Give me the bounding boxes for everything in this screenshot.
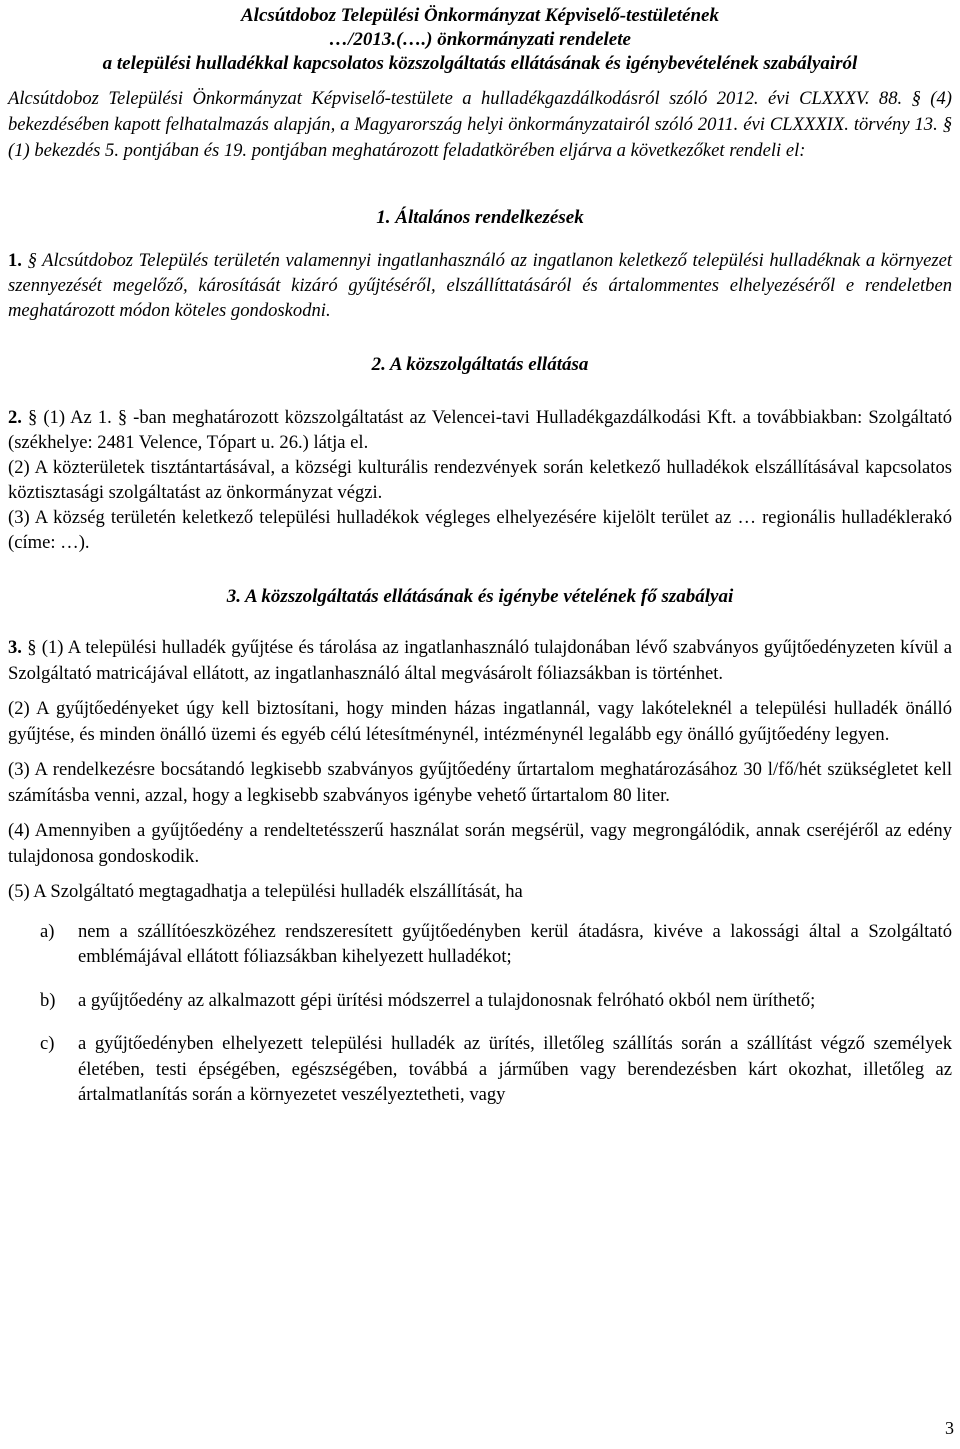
list-item <box>8 1031 952 1108</box>
list-item-text: a gyűjtőedény az alkalmazott gépi ürítési módszerrel a tulajdonosnak felróható okból nem üríthető; <box>78 989 816 1011</box>
section-2-text: § (1) Az 1. § -ban meghatározott közszolgáltatást az Velencei-tavi Hulladékgazdálkodási Kft. a továbbiakban: Szolgáltató (székhelye: 2481 Velence, Tópart u. 26.) látja el. <box>8 407 952 453</box>
section-1-text: § Alcsútdoboz Település területén valamennyi ingatlanhasználó az ingatlanon keletkező települési hulladéknak a környezet szennyezését megelőző, károsítását kizáró gyűjtéséről, elszállíttatásáról és ártalommentes elhelyezéséről e rendeletben meghatározott módon köteles gondoskodni. <box>8 250 952 321</box>
document-page <box>8 4 952 1126</box>
title-line-3: a települési hulladékkal kapcsolatos közszolgáltatás ellátásának és igénybevételének szabályairól <box>102 53 858 74</box>
section-3-heading: 3. A közszolgáltatás ellátásának és igénybe vételének fő szabályai <box>226 586 734 607</box>
section-3-paragraph-4: (4) Amennyiben a gyűjtőedény a rendeltetésszerű használat során megsérül, vagy megrongálódik, annak cseréjéről az edény tulajdonosa gondoskodik. <box>8 820 952 867</box>
section-2-paragraph-3: (3) A község területén keletkező települési hulladékok végleges elhelyezésére kijelölt terület az … regionális hulladéklerakó (címe: …). <box>8 507 952 553</box>
section-1 <box>8 206 952 323</box>
list-item <box>8 988 952 1014</box>
section-2 <box>8 353 952 555</box>
list-item <box>8 919 952 970</box>
section-2-number: 2. <box>8 407 22 428</box>
page-number: 3 <box>945 1418 954 1438</box>
title-line-1: Alcsútdoboz Települési Önkormányzat Képviselő-testületének <box>241 5 719 26</box>
list-item-text: a gyűjtőedényben elhelyezett települési hulladék az ürítés, illetőleg szállítás során a szállítást végző személyek életében, testi épségében, egészségében, továbbá a járműben vagy berendezésben kárt okozhat, illetőleg az ártalmatlanítás során a környezetet veszélyeztetheti, vagy <box>78 1033 952 1105</box>
section-2-paragraph-1 <box>8 405 952 455</box>
section-3 <box>8 585 952 1108</box>
section-3-paragraph-2: (2) A gyűjtőedényeket úgy kell biztosítani, hogy minden házas ingatlannál, vagy lakóteleknél a települési hulladék önálló gyűjtése, és minden önálló üzemi és egyéb célú létesítménynél, intézménynél legalább egy önálló gyűjtőedény legyen. <box>8 698 952 745</box>
section-3-paragraph-3: (3) A rendelkezésre bocsátandó legkisebb szabványos gyűjtőedény űrtartalom meghatározásához 30 l/fő/hét szükségletet kell számításba venni, azzal, hogy a legkisebb szabványos igénybe vehető űrtartalom 80 liter. <box>8 759 952 806</box>
list-item-label: c) <box>40 1033 55 1054</box>
document-title <box>8 4 952 76</box>
list-item-text: nem a szállítóeszközéhez rendszeresített gyűjtőedényben kerül átadásra, kivéve a lakossági által a Szolgáltató emblémájával ellátott fóliazsákban kihelyezett hulladékot; <box>78 920 952 967</box>
section-2-heading: 2. A közszolgáltatás ellátása <box>371 354 589 375</box>
refusal-conditions-list <box>8 919 952 1108</box>
section-3-paragraph-1 <box>8 635 952 686</box>
section-1-heading: 1. Általános rendelkezések <box>376 207 584 228</box>
section-3-paragraph-5: (5) A Szolgáltató megtagadhatja a települési hulladék elszállítását, ha <box>8 881 523 902</box>
section-1-number: 1. <box>8 250 22 271</box>
title-line-2: …/2013.(….) önkormányzati rendelete <box>329 29 631 50</box>
preamble: Alcsútdoboz Települési Önkormányzat Képviselő-testülete a hulladékgazdálkodásról szóló 2012. évi CLXXXV. 88. § (4) bekezdésében kapott felhatalmazás alapján, a Magyarország helyi önkormányzatairól szóló 2011. évi CLXXXIX. törvény 13. § (1) bekezdés 5. pontjában és 19. pontjában meghatározott feladatkörében eljárva a következőket rendeli el: <box>8 88 952 161</box>
list-item-label: a) <box>40 920 55 942</box>
section-3-number: 3. <box>8 637 22 658</box>
list-item-label: b) <box>40 989 56 1011</box>
section-3-text: § (1) A települési hulladék gyűjtése és tárolása az ingatlanhasználó tulajdonában lévő szabványos gyűjtőedényzeten kívül a Szolgáltató matricájával ellátott, az ingatlanhasználó által megvásárolt fóliazsákban is történhet. <box>8 637 953 684</box>
section-1-paragraph-1 <box>8 248 952 323</box>
section-2-paragraph-2: (2) A közterületek tisztántartásával, a községi kulturális rendezvények során keletkező hulladékok elszállításával kapcsolatos köztisztasági szolgáltatást az önkormányzat végzi. <box>8 457 952 503</box>
